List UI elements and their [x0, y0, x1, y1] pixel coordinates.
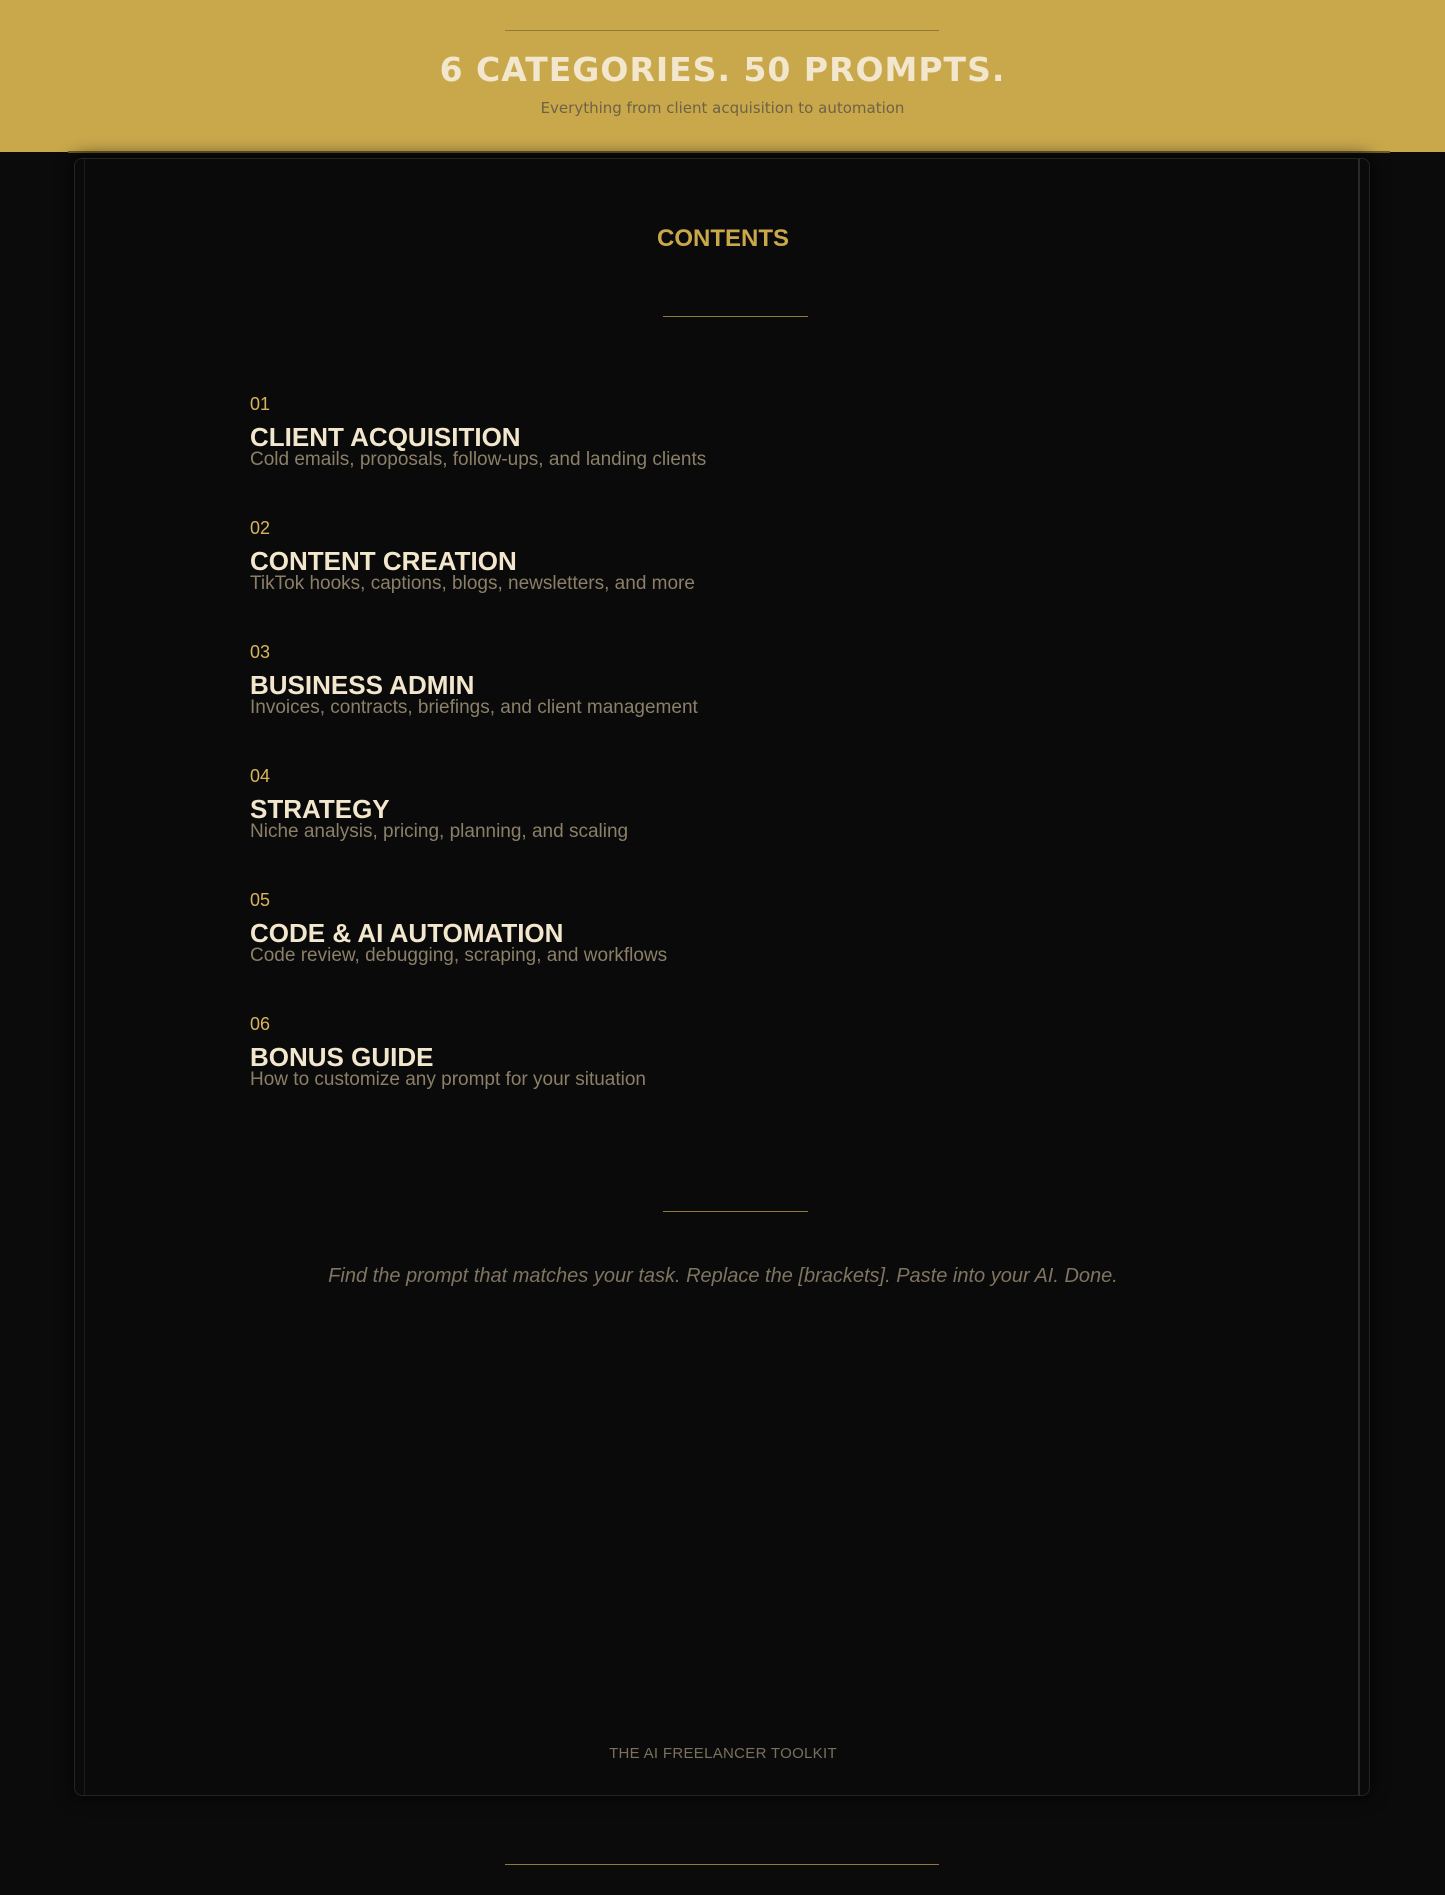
header-title: 6 CATEGORIES. 50 PROMPTS.	[439, 50, 1006, 89]
contents-page	[74, 158, 1370, 1796]
toc-item-title: BONUS GUIDE	[250, 1042, 434, 1072]
page-footer-label: THE AI FREELANCER TOOLKIT	[609, 1745, 837, 1762]
contents-divider-bottom	[663, 1211, 808, 1212]
toc-item-title: CONTENT CREATION	[250, 546, 517, 576]
toc-item-description: TikTok hooks, captions, blogs, newsletters, and more	[250, 573, 695, 594]
toc-item-title: CLIENT ACQUISITION	[250, 422, 521, 452]
bottom-divider	[505, 1864, 939, 1865]
toc-item-number: 01	[250, 394, 271, 414]
toc-item-description: Cold emails, proposals, follow-ups, and landing clients	[250, 449, 707, 470]
toc-item-description: How to customize any prompt for your situation	[250, 1069, 647, 1090]
header-subtitle: Everything from client acquisition to automation	[540, 99, 905, 117]
toc-item-number: 04	[250, 766, 271, 786]
page-edge-right	[1358, 159, 1360, 1795]
contents-heading: CONTENTS	[657, 225, 789, 252]
toc-item-number: 05	[250, 890, 271, 910]
header-bottom-border	[68, 151, 1390, 153]
header-banner	[0, 0, 1445, 152]
toc-item-number: 03	[250, 642, 271, 662]
contents-divider-top	[663, 316, 808, 317]
header-divider	[505, 30, 939, 31]
toc-item-title: CODE & AI AUTOMATION	[250, 918, 564, 948]
toc-item-description: Niche analysis, pricing, planning, and scaling	[250, 821, 629, 842]
usage-instruction: Find the prompt that matches your task. Replace the [brackets]. Paste into your AI. Done.	[328, 1265, 1118, 1287]
toc-item-number: 02	[250, 518, 271, 538]
toc-item-number: 06	[250, 1014, 271, 1034]
toc-item-title: STRATEGY	[250, 794, 390, 824]
toc-item-description: Invoices, contracts, briefings, and client management	[250, 697, 698, 718]
toc-item-title: BUSINESS ADMIN	[250, 670, 475, 700]
toc-item-description: Code review, debugging, scraping, and workflows	[250, 945, 668, 966]
page-edge-left	[84, 159, 85, 1795]
